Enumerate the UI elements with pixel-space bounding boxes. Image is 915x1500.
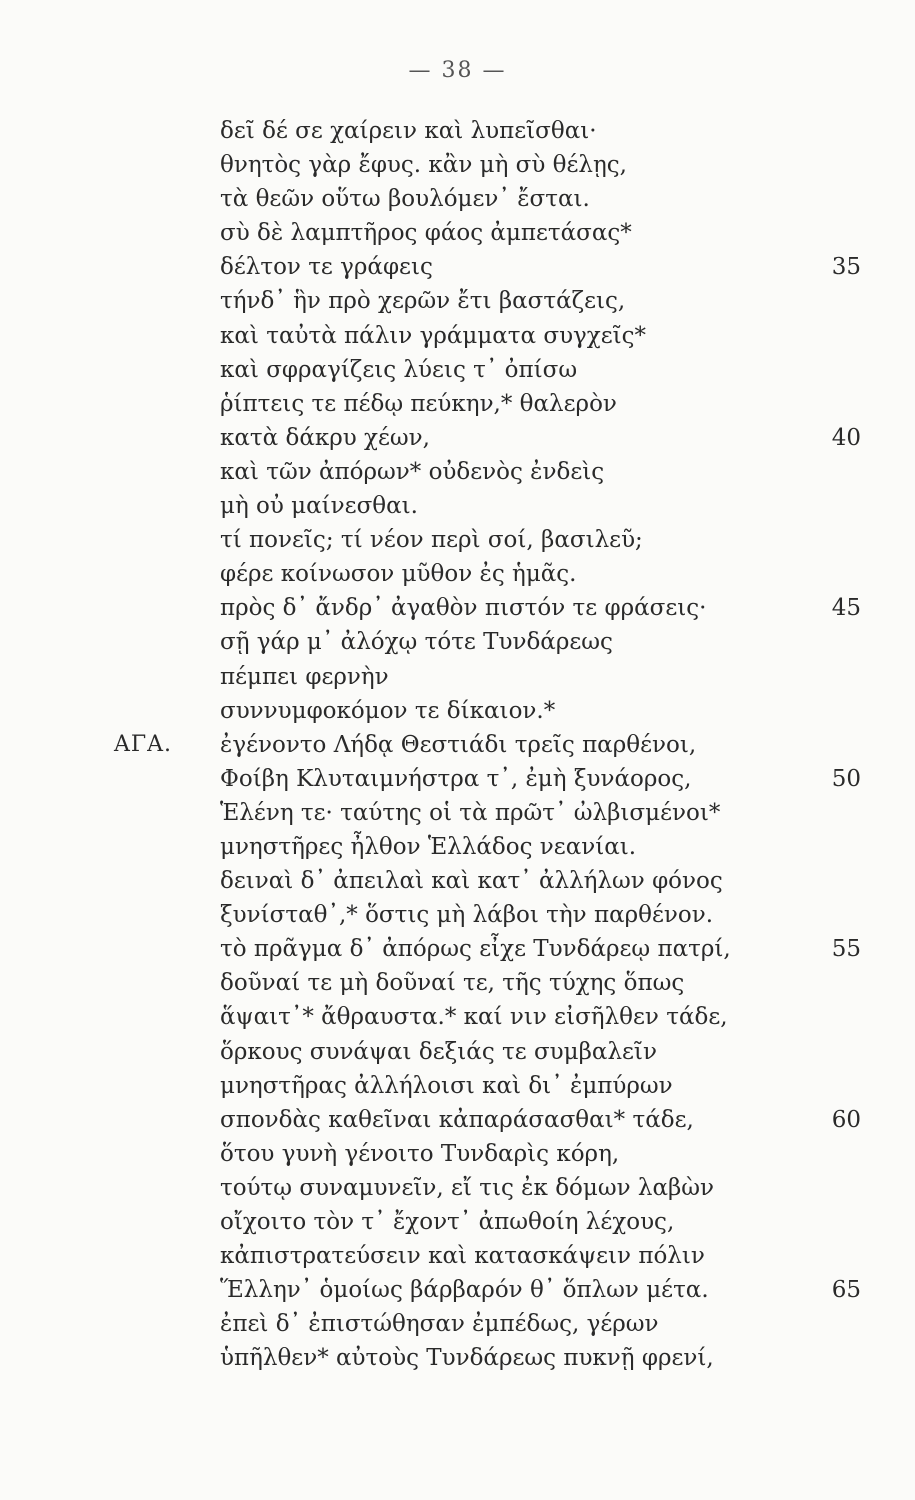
line-number: 35 bbox=[831, 254, 861, 281]
verse-text: σῇ γάρ μ᾽ ἀλόχῳ τότε Τυνδάρεως bbox=[220, 629, 613, 656]
verse-text: δέλτον τε γράφεις bbox=[220, 254, 433, 281]
line-number: 45 bbox=[831, 595, 861, 622]
line-number: 50 bbox=[831, 765, 861, 792]
verse-text: μὴ οὐ μαίνεσθαι. bbox=[220, 493, 418, 520]
verse-line bbox=[0, 1069, 915, 1103]
verse-text: πρὸς δ᾽ ἄνδρ᾽ ἀγαθὸν πιστόν τε φράσεις· bbox=[220, 595, 707, 622]
verse-line bbox=[0, 114, 915, 148]
verse-text: φέρε κοίνωσον μῦθον ἐς ἡμᾶς. bbox=[220, 561, 577, 588]
verse-line bbox=[0, 1137, 915, 1171]
verse-text: ἅψαιτ᾽* ἄθραυστα.* καί νιν εἰσῆλθεν τάδε, bbox=[220, 1004, 728, 1031]
verse-text: μνηστῆρες ἦλθον Ἑλλάδος νεανίαι. bbox=[220, 833, 637, 860]
verse-text: ξυνίσταθ᾽,* ὅστις μὴ λάβοι τὴν παρθένον. bbox=[220, 902, 714, 929]
verse-line bbox=[0, 216, 915, 250]
verse-text: σπονδὰς καθεῖναι κἀπαράσασθαι* τάδε, bbox=[220, 1106, 694, 1133]
verse-line bbox=[0, 455, 915, 489]
verse-text: πέμπει φερνὴν bbox=[220, 663, 389, 690]
verse-text: καὶ σφραγίζεις λύεις τ᾽ ὀπίσω bbox=[220, 356, 578, 383]
verse-line bbox=[0, 694, 915, 728]
verse-line bbox=[0, 932, 915, 966]
verse-line bbox=[0, 660, 915, 694]
verse-line bbox=[0, 830, 915, 864]
verse-line bbox=[0, 353, 915, 387]
verse-line bbox=[0, 1341, 915, 1375]
line-number: 65 bbox=[831, 1277, 861, 1304]
verse-text: μνηστῆρας ἀλλήλοισι καὶ δι᾽ ἐμπύρων bbox=[220, 1072, 673, 1099]
verse-line bbox=[0, 250, 915, 284]
verse-line bbox=[0, 1171, 915, 1205]
verse-line bbox=[0, 1307, 915, 1341]
verse-block bbox=[0, 114, 915, 1375]
verse-text: θνητὸς γὰρ ἔφυς. κἂν μὴ σὺ θέλῃς, bbox=[220, 152, 627, 179]
verse-line bbox=[0, 523, 915, 557]
verse-line bbox=[0, 966, 915, 1000]
verse-line bbox=[0, 1000, 915, 1034]
verse-line bbox=[0, 1103, 915, 1137]
verse-text: Φοίβη Κλυταιμνήστρα τ᾽, ἐμὴ ξυνάορος, bbox=[220, 765, 692, 792]
verse-text: σὺ δὲ λαμπτῆρος φάος ἀμπετάσας* bbox=[220, 220, 632, 247]
line-number: 55 bbox=[831, 936, 861, 963]
verse-text: κατὰ δάκρυ χέων, bbox=[220, 424, 430, 451]
verse-line bbox=[0, 898, 915, 932]
speaker-label: ΑΓΑ. bbox=[114, 731, 173, 757]
verse-text: συννυμφοκόμον τε δίκαιον.* bbox=[220, 697, 556, 724]
verse-text: ῥίπτεις τε πέδῳ πεύκην,* θαλερὸν bbox=[220, 390, 617, 417]
verse-line bbox=[0, 625, 915, 659]
verse-line bbox=[0, 557, 915, 591]
verse-text: καὶ ταὐτὰ πάλιν γράμματα συγχεῖς* bbox=[220, 322, 647, 349]
verse-line bbox=[0, 182, 915, 216]
verse-line bbox=[0, 864, 915, 898]
verse-text: ὅρκους συνάψαι δεξιάς τε συμβαλεῖν bbox=[220, 1038, 657, 1065]
line-number: 40 bbox=[831, 424, 861, 451]
verse-text: ὑπῆλθεν* αὐτοὺς Τυνδάρεως πυκνῇ φρενί, bbox=[220, 1345, 714, 1372]
verse-line bbox=[0, 1035, 915, 1069]
verse-text: τούτῳ συναμυνεῖν, εἴ τις ἐκ δόμων λαβὼν bbox=[220, 1174, 715, 1201]
verse-text: τὰ θεῶν οὕτω βουλόμεν᾽ ἔσται. bbox=[220, 186, 590, 213]
verse-line bbox=[0, 284, 915, 318]
verse-text: τὸ πρᾶγμα δ᾽ ἀπόρως εἶχε Τυνδάρεῳ πατρί, bbox=[220, 936, 731, 963]
verse-text: Ἑλένη τε· ταύτης οἱ τὰ πρῶτ᾽ ὠλβισμένοι* bbox=[220, 799, 721, 826]
verse-line bbox=[0, 489, 915, 523]
verse-text: οἴχοιτο τὸν τ᾽ ἔχοντ᾽ ἀπωθοίη λέχους, bbox=[220, 1209, 675, 1235]
verse-line bbox=[0, 1205, 915, 1239]
verse-text: κἀπιστρατεύσειν καὶ κατασκάψειν πόλιν bbox=[220, 1243, 705, 1270]
verse-text: τί πονεῖς; τί νέον περὶ σοί, βασιλεῦ; bbox=[220, 527, 643, 554]
verse-line bbox=[0, 728, 915, 762]
verse-text: δοῦναί τε μὴ δοῦναί τε, τῆς τύχης ὅπως bbox=[220, 970, 685, 997]
verse-text: δεῖ δέ σε χαίρειν καὶ λυπεῖσθαι· bbox=[220, 118, 597, 144]
verse-text: τήνδ᾽ ἣν πρὸ χερῶν ἔτι βαστάζεις, bbox=[220, 288, 626, 315]
verse-line bbox=[0, 148, 915, 182]
verse-text: ἐγένοντο Λήδᾳ Θεστιάδι τρεῖς παρθένοι, bbox=[220, 731, 697, 758]
verse-line bbox=[0, 796, 915, 830]
line-number: 60 bbox=[831, 1106, 861, 1133]
verse-line bbox=[0, 421, 915, 455]
verse-text: Ἕλλην᾽ ὁμοίως βάρβαρόν θ᾽ ὅπλων μέτα. bbox=[220, 1277, 709, 1304]
verse-line bbox=[0, 1273, 915, 1307]
verse-text: ἐπεὶ δ᾽ ἐπιστώθησαν ἐμπέδως, γέρων bbox=[220, 1311, 659, 1338]
page-number: — 38 — bbox=[408, 58, 507, 83]
verse-line bbox=[0, 762, 915, 796]
verse-line bbox=[0, 319, 915, 353]
verse-text: καὶ τῶν ἀπόρων* οὐδενὸς ἐνδεὶς bbox=[220, 458, 605, 485]
verse-line bbox=[0, 387, 915, 421]
verse-text: ὅτου γυνὴ γένοιτο Τυνδαρὶς κόρη, bbox=[220, 1140, 620, 1167]
verse-line bbox=[0, 1239, 915, 1273]
verse-text: δειναὶ δ᾽ ἀπειλαὶ καὶ κατ᾽ ἀλλήλων φόνος bbox=[220, 868, 723, 895]
verse-line bbox=[0, 591, 915, 625]
